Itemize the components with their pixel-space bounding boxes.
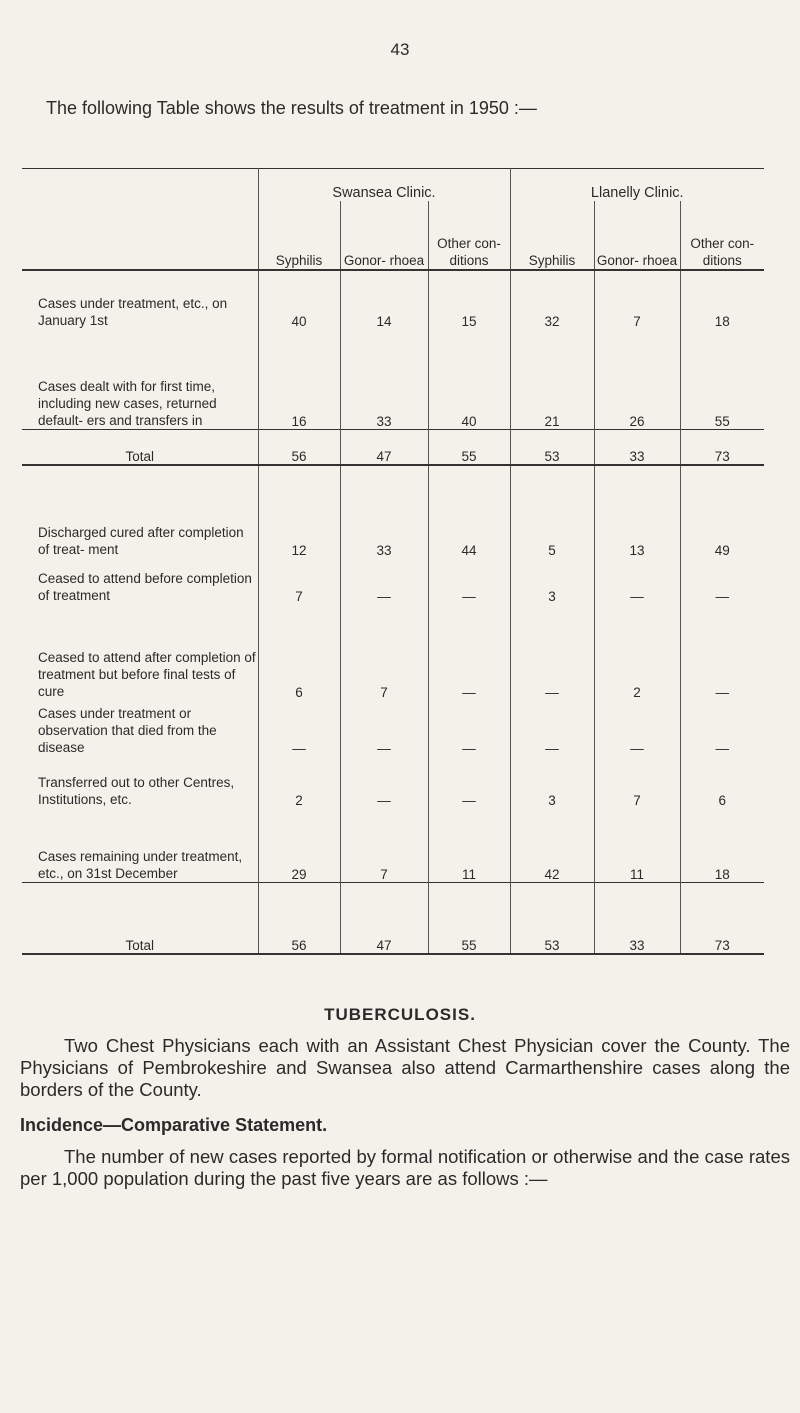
column-header: Gonor- rhoea bbox=[594, 201, 680, 270]
table-cell: 56 bbox=[258, 883, 340, 955]
table-cell: 53 bbox=[510, 883, 594, 955]
table-cell: 7 bbox=[594, 756, 680, 808]
table-cell: 13 bbox=[594, 465, 680, 558]
table-cell: 55 bbox=[428, 430, 510, 466]
table-row-total bbox=[22, 883, 764, 955]
table-cell: — bbox=[340, 700, 428, 756]
table-cell: — bbox=[594, 700, 680, 756]
table-cell: 33 bbox=[594, 430, 680, 466]
table-cell: 11 bbox=[594, 808, 680, 883]
table-row bbox=[22, 465, 764, 558]
corner-cell bbox=[22, 169, 258, 202]
table-cell: 16 bbox=[258, 329, 340, 430]
table-cell: — bbox=[258, 700, 340, 756]
table-cell: 12 bbox=[258, 465, 340, 558]
table-cell: 53 bbox=[510, 430, 594, 466]
table-cell: 7 bbox=[340, 808, 428, 883]
table-cell: 56 bbox=[258, 430, 340, 466]
table-cell: 49 bbox=[680, 465, 764, 558]
results-table bbox=[22, 168, 764, 955]
table-cell: 21 bbox=[510, 329, 594, 430]
table-cell: 32 bbox=[510, 270, 594, 329]
row-label: Cases under treatment, etc., on January 1st bbox=[38, 296, 228, 328]
table-row bbox=[22, 700, 764, 756]
table-cell: 11 bbox=[428, 808, 510, 883]
tuberculosis-paragraph: Two Chest Physicians each with an Assistant Chest Physician cover the County. The Physicians of Pembrokeshire and Swansea also attend Carmarthenshire cases along the borders of the County. bbox=[20, 1035, 790, 1100]
table-cell: 2 bbox=[258, 756, 340, 808]
table-cell: 5 bbox=[510, 465, 594, 558]
table-cell: 33 bbox=[340, 465, 428, 558]
table-cell: — bbox=[680, 604, 764, 700]
table-cell: 40 bbox=[428, 329, 510, 430]
page-number: 43 bbox=[390, 40, 410, 59]
table-cell: 55 bbox=[428, 883, 510, 955]
table-cell: — bbox=[510, 700, 594, 756]
table-cell: 47 bbox=[340, 430, 428, 466]
table-cell: 7 bbox=[258, 558, 340, 604]
table-row bbox=[22, 329, 764, 430]
table-cell: 6 bbox=[680, 756, 764, 808]
table-cell: 2 bbox=[594, 604, 680, 700]
table-cell: 29 bbox=[258, 808, 340, 883]
row-label: Cases remaining under treatment, etc., on 31st December bbox=[38, 849, 243, 881]
table-row bbox=[22, 270, 764, 329]
table-intro: The following Table shows the results of treatment in 1950 :— bbox=[46, 98, 537, 118]
column-header: Syphilis bbox=[258, 201, 340, 270]
column-header: Other con- ditions bbox=[428, 201, 510, 270]
table-cell: 26 bbox=[594, 329, 680, 430]
table-cell: — bbox=[428, 700, 510, 756]
table-cell: — bbox=[428, 604, 510, 700]
table-cell: 44 bbox=[428, 465, 510, 558]
table-cell: 73 bbox=[680, 883, 764, 955]
table-cell: 33 bbox=[340, 329, 428, 430]
row-label: Cases dealt with for first time, including new cases, returned default- ers and transfers in bbox=[38, 379, 217, 428]
clinic-header-swansea: Swansea Clinic. bbox=[258, 169, 510, 202]
table-cell: 3 bbox=[510, 558, 594, 604]
column-header: Gonor- rhoea bbox=[340, 201, 428, 270]
table-row bbox=[22, 808, 764, 883]
table-cell: — bbox=[340, 756, 428, 808]
row-label: Total bbox=[125, 449, 155, 464]
table-cell: 47 bbox=[340, 883, 428, 955]
table-cell: 7 bbox=[594, 270, 680, 329]
row-label: Total bbox=[125, 938, 155, 953]
table-row-total bbox=[22, 430, 764, 466]
column-header: Syphilis bbox=[510, 201, 594, 270]
table-cell: 55 bbox=[680, 329, 764, 430]
table-row bbox=[22, 558, 764, 604]
table-cell: — bbox=[510, 604, 594, 700]
table-cell: 7 bbox=[340, 604, 428, 700]
table-cell: — bbox=[340, 558, 428, 604]
tuberculosis-heading: TUBERCULOSIS. bbox=[324, 1005, 476, 1024]
table-cell: — bbox=[680, 700, 764, 756]
incidence-paragraph: The number of new cases reported by formal notification or otherwise and the case rates per 1,000 population during the past five years are as follows :— bbox=[20, 1146, 790, 1189]
row-label: Transferred out to other Centres, Institutions, etc. bbox=[38, 775, 235, 807]
table-cell: 15 bbox=[428, 270, 510, 329]
row-label: Ceased to attend after completion of treatment but before final tests of cure bbox=[38, 650, 256, 699]
table-cell: 18 bbox=[680, 270, 764, 329]
row-label: Ceased to attend before completion of treatment bbox=[38, 571, 252, 603]
table-cell: 40 bbox=[258, 270, 340, 329]
column-header: Other con- ditions bbox=[680, 201, 764, 270]
row-label: Cases under treatment or observation that died from the disease bbox=[38, 706, 217, 755]
clinic-header-llanelly: Llanelly Clinic. bbox=[510, 169, 764, 202]
table-row bbox=[22, 604, 764, 700]
table-cell: 6 bbox=[258, 604, 340, 700]
table-cell: 18 bbox=[680, 808, 764, 883]
table-cell: 73 bbox=[680, 430, 764, 466]
table-cell: 33 bbox=[594, 883, 680, 955]
incidence-heading: Incidence—Comparative Statement. bbox=[20, 1115, 328, 1135]
table-cell: — bbox=[680, 558, 764, 604]
table-cell: 42 bbox=[510, 808, 594, 883]
table-cell: — bbox=[594, 558, 680, 604]
row-label: Discharged cured after completion of treat- ment bbox=[38, 525, 244, 557]
table-row bbox=[22, 756, 764, 808]
table-cell: — bbox=[428, 558, 510, 604]
table-cell: — bbox=[428, 756, 510, 808]
table-cell: 3 bbox=[510, 756, 594, 808]
table-cell: 14 bbox=[340, 270, 428, 329]
